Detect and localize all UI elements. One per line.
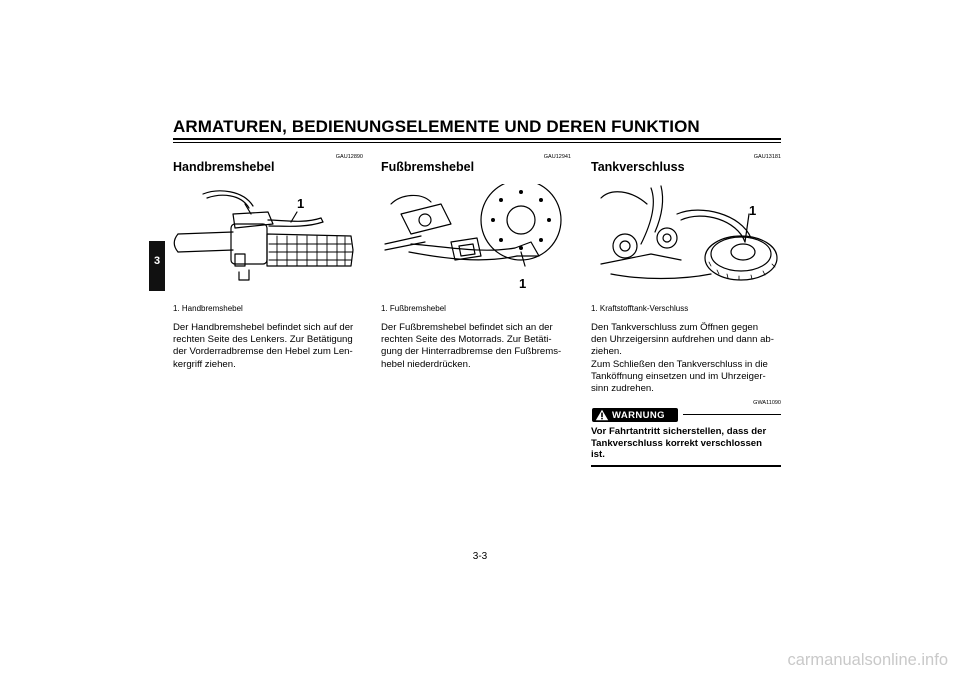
body-line: gung der Hinterradbremse den Fußbrems- <box>381 346 562 358</box>
foot-brake-lever-illustration <box>381 184 571 296</box>
section-code: GAU12941 <box>543 154 571 160</box>
chapter-number: 3 <box>153 255 161 267</box>
figure-callout: 1 <box>297 196 305 211</box>
warning-badge <box>592 408 678 422</box>
chapter-tab <box>149 241 165 291</box>
body-line: der Vorderradbremse den Hebel zum Len- <box>173 346 353 358</box>
warning-bottom-rule <box>591 465 781 467</box>
body-line: ziehen. <box>591 346 622 358</box>
body-line: sinn zudrehen. <box>591 383 654 395</box>
body-line: Zum Schließen den Tankverschluss in die <box>591 358 768 370</box>
body-line: hebel niederdrücken. <box>381 358 471 370</box>
title-rule-thin <box>173 142 781 143</box>
section-title: Fußbremshebel <box>381 160 475 174</box>
warning-line: Tankverschluss korrekt verschlossen <box>591 437 763 449</box>
body-line: den Uhrzeigersinn aufdrehen und dann ab- <box>591 334 774 346</box>
figure-callout: 1 <box>519 276 527 291</box>
section-code: GAU13181 <box>753 154 781 160</box>
section-title: Tankverschluss <box>591 160 685 174</box>
section-body <box>381 322 561 371</box>
section-body <box>173 322 353 371</box>
figure-caption: 1. Fußbremshebel <box>381 304 446 313</box>
body-line: Der Handbremshebel befindet sich auf der <box>173 322 354 333</box>
watermark: carmanualsonline.info <box>787 651 948 669</box>
body-line: Tanköffnung einsetzen und im Uhrzeiger- <box>591 370 766 382</box>
section-body <box>591 322 774 395</box>
figure-caption: 1. Kraftstofftank-Verschluss <box>591 304 689 313</box>
body-line: Den Tankverschluss zum Öffnen gegen <box>591 322 759 333</box>
section-title: Handbremshebel <box>173 160 275 174</box>
title-rule <box>173 138 781 140</box>
figure-callout: 1 <box>749 203 757 218</box>
warning-line: Vor Fahrtantritt sicherstellen, dass der <box>591 426 767 437</box>
warning-line: ist. <box>591 449 605 460</box>
page-number: 3-3 <box>472 551 488 562</box>
body-line: Der Fußbremshebel befindet sich an der <box>381 322 553 333</box>
handbrake-lever-illustration <box>173 184 363 296</box>
figure-caption: 1. Handbremshebel <box>173 304 243 313</box>
section-code: GAU12890 <box>335 154 363 160</box>
warning-rule <box>683 414 781 415</box>
body-line: rechten Seite des Motorrads. Zur Betäti- <box>381 334 552 346</box>
warning-label: WARNUNG <box>612 410 665 421</box>
body-line: rechten Seite des Lenkers. Zur Betätigung <box>173 334 353 346</box>
fuel-tank-cap-illustration <box>591 184 781 296</box>
warning-code: GWA11090 <box>753 400 781 406</box>
warning-triangle-icon <box>595 409 609 421</box>
page-title: ARMATUREN, BEDIENUNGSELEMENTE UND DEREN FUNKTION <box>173 117 700 136</box>
body-line: kergriff ziehen. <box>173 358 236 370</box>
warning-text <box>591 426 766 461</box>
